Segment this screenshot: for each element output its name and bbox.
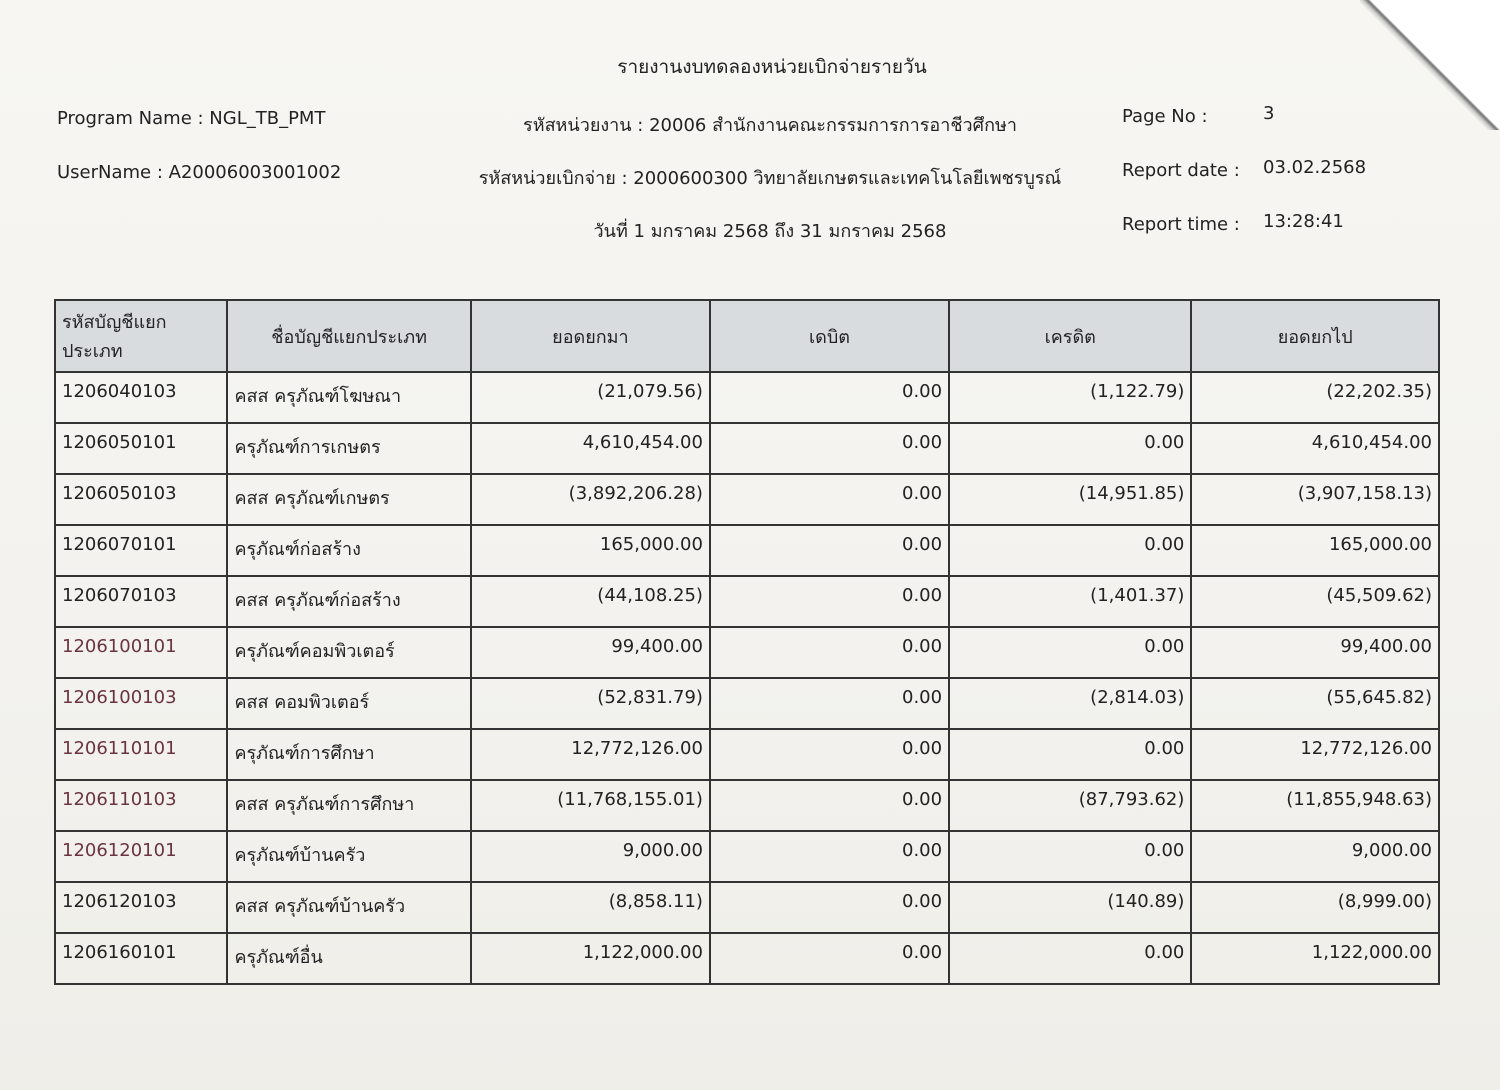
table-row (55, 576, 1439, 627)
brought-forward: 12,772,126.00 (471, 729, 710, 780)
table-row (55, 933, 1439, 984)
brought-forward: (3,892,206.28) (471, 474, 710, 525)
carried-forward: 12,772,126.00 (1191, 729, 1439, 780)
carried-forward: (8,999.00) (1191, 882, 1439, 933)
header-account-name: ชื่อบัญชีแยกประเภท (227, 300, 470, 372)
report-period: วันที่ 1 มกราคม 2568 ถึง 31 มกราคม 2568 (593, 221, 947, 242)
page-no-label: Page No : (1122, 106, 1208, 127)
table-row (55, 831, 1439, 882)
credit: (1,401.37) (949, 576, 1191, 627)
user-name: UserName : A20006003001002 (57, 162, 342, 183)
brought-forward: 165,000.00 (471, 525, 710, 576)
credit: 0.00 (949, 729, 1191, 780)
report-title: รายงานงบทดลองหน่วยเบิกจ่ายรายวัน (617, 56, 927, 78)
brought-forward: (11,768,155.01) (471, 780, 710, 831)
credit: 0.00 (949, 525, 1191, 576)
carried-forward: (22,202.35) (1191, 372, 1439, 423)
table-row (55, 882, 1439, 933)
account-code: 1206050101 (55, 423, 227, 474)
table-row (55, 525, 1439, 576)
account-code: 1206100103 (55, 678, 227, 729)
account-name: ครุภัณฑ์อื่น (227, 933, 470, 984)
carried-forward: 1,122,000.00 (1191, 933, 1439, 984)
debit: 0.00 (710, 627, 949, 678)
table-row (55, 474, 1439, 525)
table-row (55, 627, 1439, 678)
brought-forward: 4,610,454.00 (471, 423, 710, 474)
credit: 0.00 (949, 831, 1191, 882)
header-debit: เดบิต (710, 300, 949, 372)
account-code: 1206040103 (55, 372, 227, 423)
account-name: คสส คอมพิวเตอร์ (227, 678, 470, 729)
report-time-label: Report time : (1122, 214, 1240, 235)
account-name: ครุภัณฑ์การเกษตร (227, 423, 470, 474)
debit: 0.00 (710, 423, 949, 474)
debit: 0.00 (710, 882, 949, 933)
brought-forward: (44,108.25) (471, 576, 710, 627)
header-credit: เครดิต (949, 300, 1191, 372)
account-code: 1206120101 (55, 831, 227, 882)
carried-forward: (55,645.82) (1191, 678, 1439, 729)
debit: 0.00 (710, 525, 949, 576)
account-name: คสส ครุภัณฑ์โฆษณา (227, 372, 470, 423)
brought-forward: (21,079.56) (471, 372, 710, 423)
credit: (87,793.62) (949, 780, 1191, 831)
account-code: 1206100101 (55, 627, 227, 678)
account-code: 1206110101 (55, 729, 227, 780)
table-row (55, 678, 1439, 729)
brought-forward: 9,000.00 (471, 831, 710, 882)
table-row (55, 423, 1439, 474)
credit: 0.00 (949, 423, 1191, 474)
credit: (2,814.03) (949, 678, 1191, 729)
account-name: คสส ครุภัณฑ์การศึกษา (227, 780, 470, 831)
header-brought-forward: ยอดยกมา (471, 300, 710, 372)
brought-forward: 1,122,000.00 (471, 933, 710, 984)
report-date-label: Report date : (1122, 160, 1240, 181)
account-name: คสส ครุภัณฑ์ก่อสร้าง (227, 576, 470, 627)
account-code: 1206110103 (55, 780, 227, 831)
credit: 0.00 (949, 933, 1191, 984)
credit: (1,122.79) (949, 372, 1191, 423)
account-name: คสส ครุภัณฑ์บ้านครัว (227, 882, 470, 933)
trial-balance-table-wrap (54, 299, 1440, 985)
brought-forward: (52,831.79) (471, 678, 710, 729)
carried-forward: (11,855,948.63) (1191, 780, 1439, 831)
table-row (55, 372, 1439, 423)
carried-forward: (45,509.62) (1191, 576, 1439, 627)
program-name: Program Name : NGL_TB_PMT (57, 108, 326, 129)
debit: 0.00 (710, 831, 949, 882)
table-row (55, 729, 1439, 780)
carried-forward: 9,000.00 (1191, 831, 1439, 882)
account-name: ครุภัณฑ์การศึกษา (227, 729, 470, 780)
carried-forward: 165,000.00 (1191, 525, 1439, 576)
header-account-code: รหัสบัญชีแยกประเภท (55, 300, 227, 372)
account-name: คสส ครุภัณฑ์เกษตร (227, 474, 470, 525)
page-no-value: 3 (1263, 103, 1275, 124)
header-carried-forward: ยอดยกไป (1191, 300, 1439, 372)
report-time-value: 13:28:41 (1263, 211, 1344, 232)
carried-forward: 4,610,454.00 (1191, 423, 1439, 474)
debit: 0.00 (710, 474, 949, 525)
credit: 0.00 (949, 627, 1191, 678)
account-code: 1206070101 (55, 525, 227, 576)
carried-forward: 99,400.00 (1191, 627, 1439, 678)
account-code: 1206120103 (55, 882, 227, 933)
credit: (140.89) (949, 882, 1191, 933)
account-code: 1206050103 (55, 474, 227, 525)
table-header-row (55, 300, 1439, 372)
credit: (14,951.85) (949, 474, 1191, 525)
carried-forward: (3,907,158.13) (1191, 474, 1439, 525)
account-name: ครุภัณฑ์บ้านครัว (227, 831, 470, 882)
account-code: 1206160101 (55, 933, 227, 984)
debit: 0.00 (710, 933, 949, 984)
account-name: ครุภัณฑ์ก่อสร้าง (227, 525, 470, 576)
debit: 0.00 (710, 780, 949, 831)
report-date-value: 03.02.2568 (1263, 157, 1367, 178)
debit: 0.00 (710, 372, 949, 423)
account-name: ครุภัณฑ์คอมพิวเตอร์ (227, 627, 470, 678)
brought-forward: (8,858.11) (471, 882, 710, 933)
table-row (55, 780, 1439, 831)
debit: 0.00 (710, 678, 949, 729)
debit: 0.00 (710, 729, 949, 780)
account-code: 1206070103 (55, 576, 227, 627)
trial-balance-table (54, 299, 1440, 985)
debit: 0.00 (710, 576, 949, 627)
agency-code: รหัสหน่วยงาน : 20006 สำนักงานคณะกรรมการการอาชีวศึกษา (523, 115, 1017, 136)
disbursing-unit: รหัสหน่วยเบิกจ่าย : 2000600300 วิทยาลัยเกษตรและเทคโนโลยีเพชรบูรณ์ (478, 168, 1062, 189)
brought-forward: 99,400.00 (471, 627, 710, 678)
